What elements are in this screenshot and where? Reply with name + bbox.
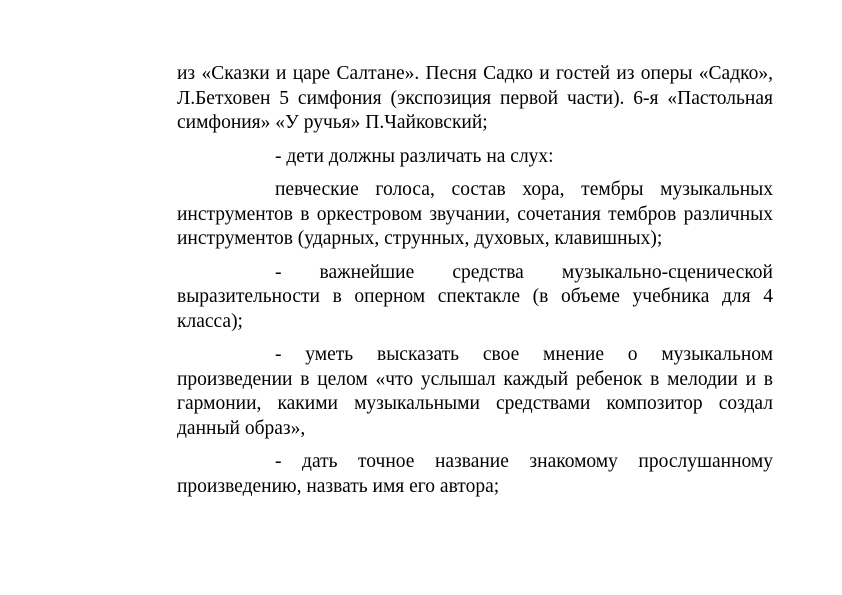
paragraph-name-work: - дать точное название знакомому прослушанному произведению, назвать имя его автора; xyxy=(177,451,773,497)
paragraph-express-opinion: - уметь высказать свое мнение о музыкальном произведении в целом «что услышал каждый ребенок в мелодии и в гармонии, какими музыкальными средствами композитор создал данный образ», xyxy=(177,344,773,439)
paragraph-works-list: из «Сказки и царе Салтане». Песня Садко и гостей из оперы «Садко», Л.Бетховен 5 симфония (экспозиция первой части). 6-я «Пастольная симфония» «У ручья» П.Чайковский; xyxy=(177,63,773,133)
paragraph-listening-heading: - дети должны различать на слух: xyxy=(275,145,554,167)
paragraph-voices-timbres: певческие голоса, состав хора, тембры музыкальных инструментов в оркестровом звучании, сочетания тембров различных инструментов (ударных, струнных, духовых, клавишных); xyxy=(177,179,773,249)
paragraph-opera-means: - важнейшие средства музыкально-сценической выразительности в оперном спектакле (в объеме учебника для 4 класса); xyxy=(177,261,773,332)
document-body xyxy=(177,62,773,499)
